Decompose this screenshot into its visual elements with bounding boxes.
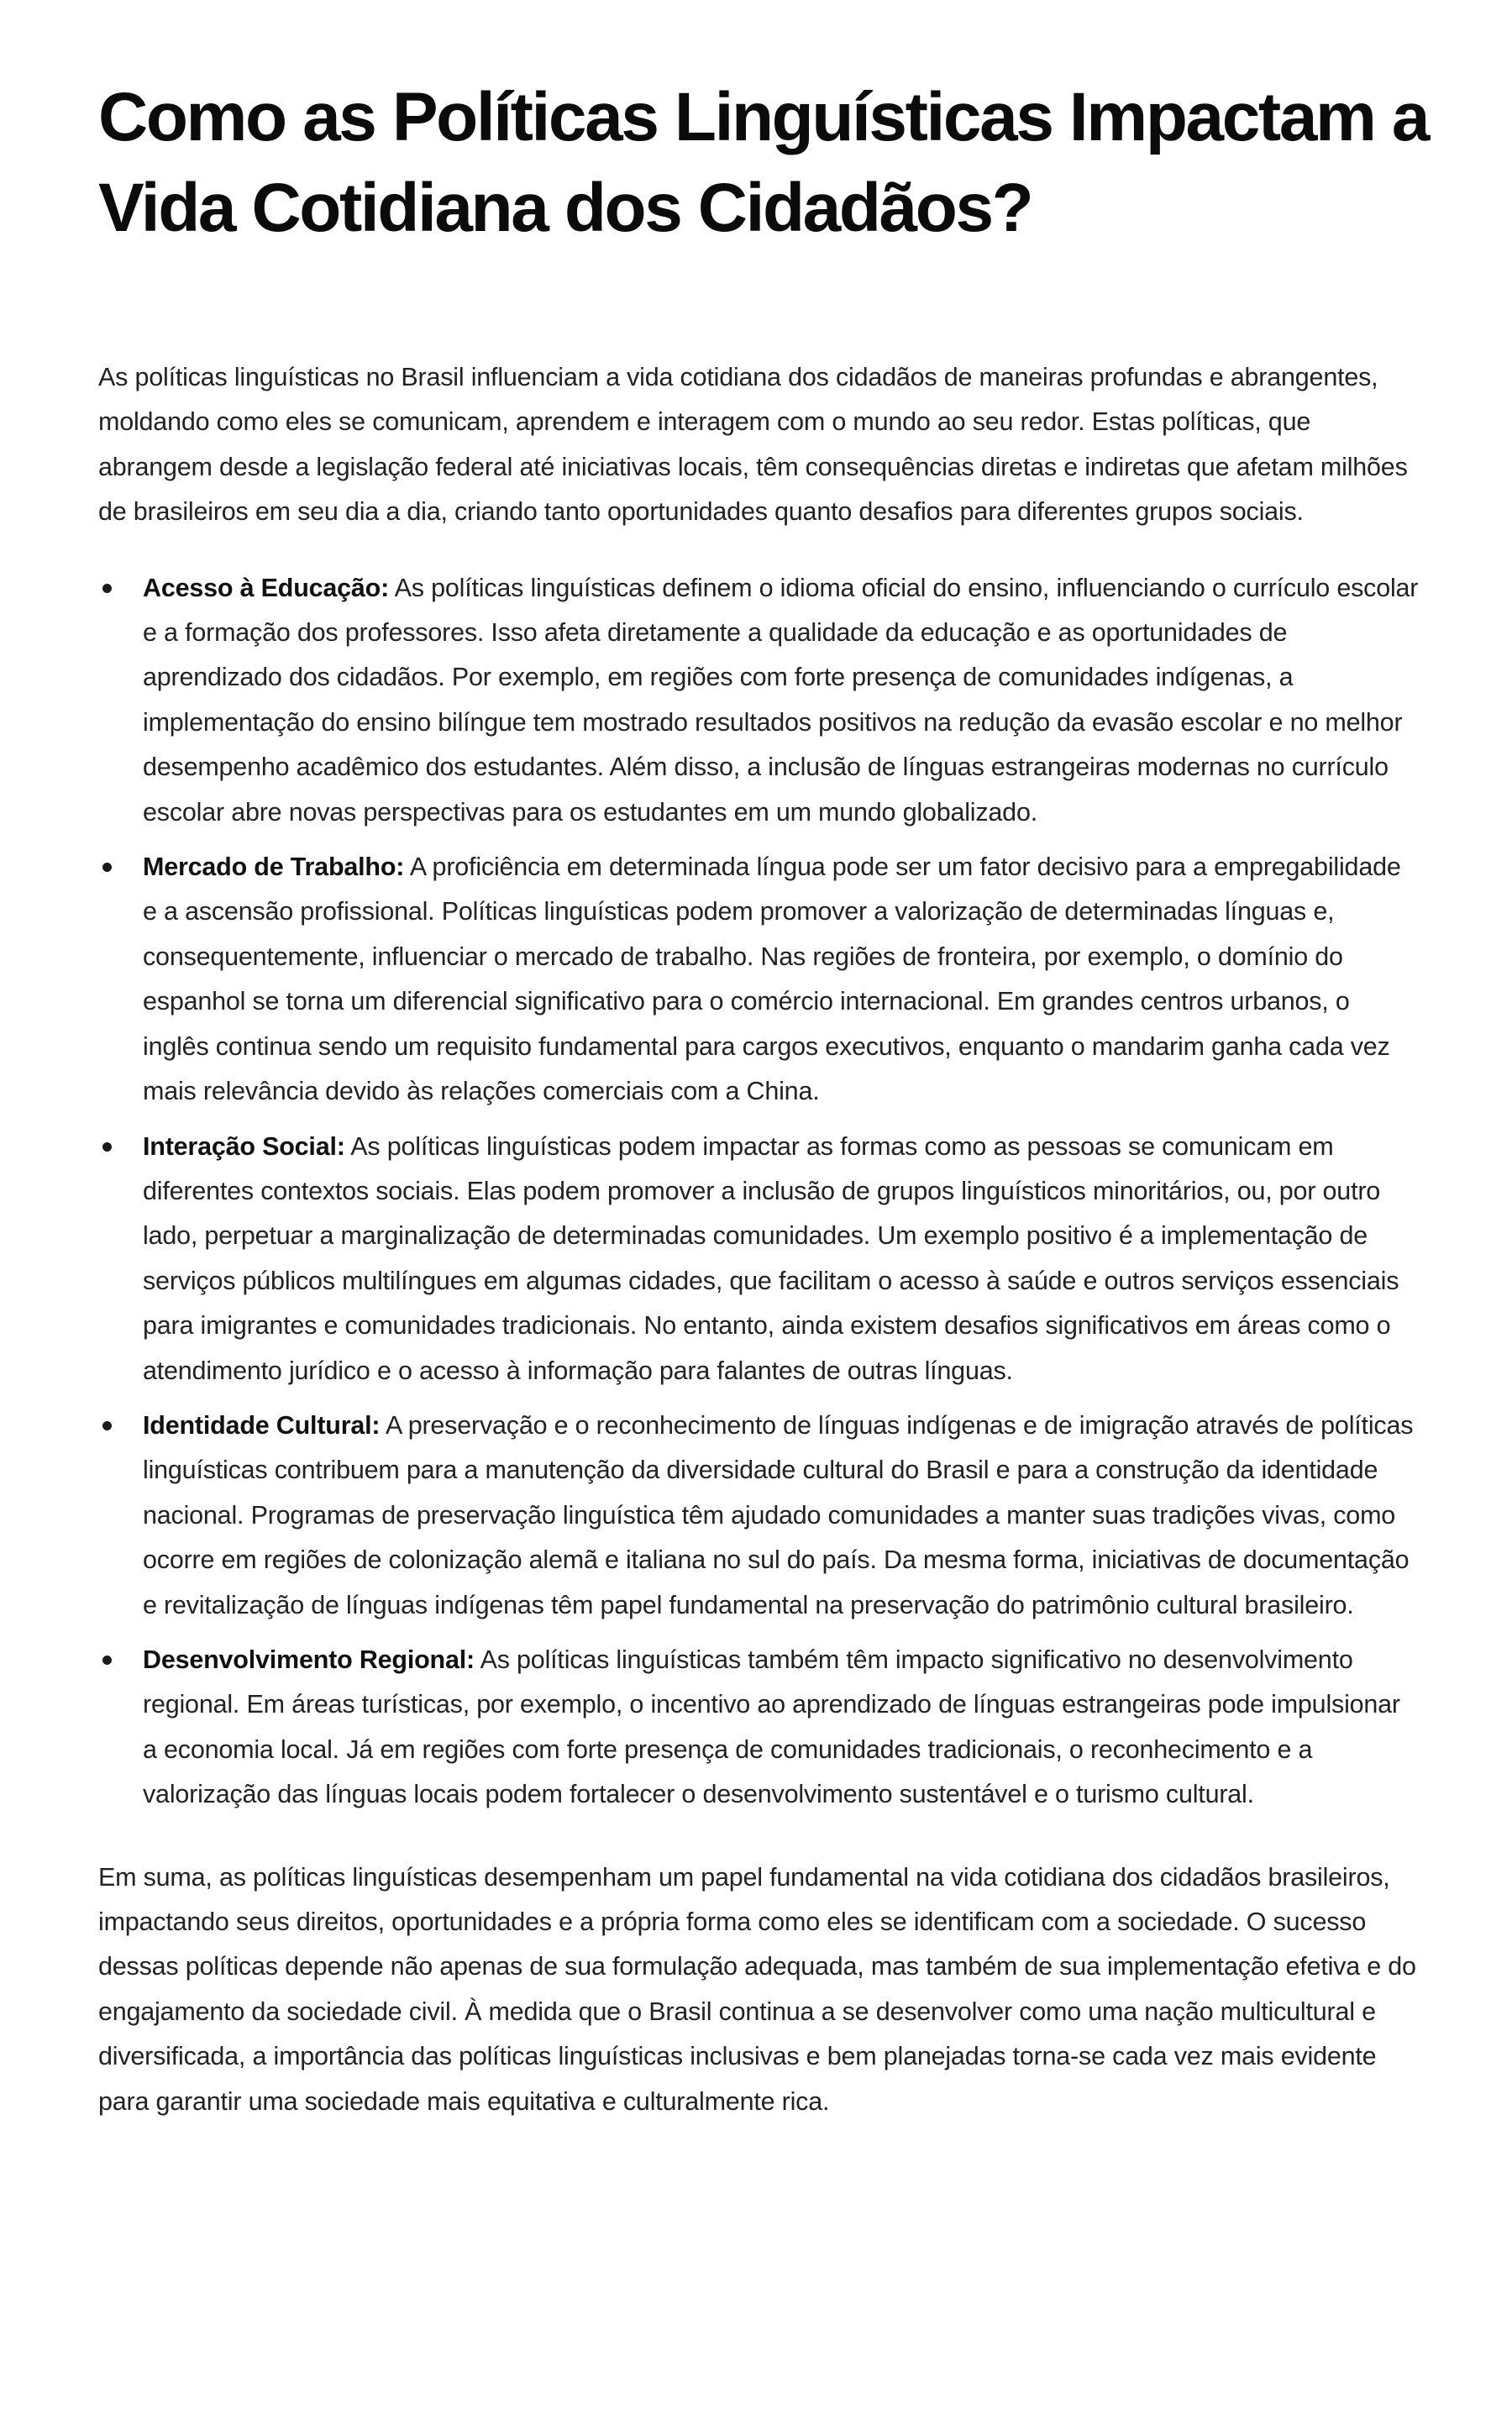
list-item-labor-market [98, 845, 1420, 1114]
item-text: A proficiência em determinada língua pode ser um fator decisivo para a empregabilidade e a ascensão profissional. Políticas linguísticas podem promover a valorização de determinadas línguas e, consequentemente, influenciar o mercado de trabalho. Nas regiões de fronteira, por exemplo, o domínio do espanhol se torna um diferencial significativo para o comércio internacional. Em grandes centros urbanos, o inglês continua sendo um requisito fundamental para cargos executivos, enquanto o mandarim ganha cada vez mais relevância devido às relações comerciais com a China. [143, 853, 1401, 1106]
list-item-education [98, 566, 1420, 835]
list-item-cultural-identity [98, 1404, 1420, 1628]
bullet-icon [102, 1421, 112, 1430]
list-item-social-interaction [98, 1125, 1420, 1393]
bullet-icon [102, 1656, 112, 1665]
bullet-icon [102, 863, 112, 872]
bullet-icon [102, 584, 112, 593]
conclusion-paragraph: Em suma, as políticas linguísticas desempenham um papel fundamental na vida cotidiana dos cidadãos brasileiros, impactando seus direitos, oportunidades e a própria forma como eles se identificam com a sociedade. O sucesso dessas políticas depende não apenas de sua formulação adequada, mas também de sua implementação efetiva e do engajamento da sociedade civil. À medida que o Brasil continua a se desenvolver como uma nação multicultural e diversificada, a importância das políticas linguísticas inclusivas e bem planejadas torna-se cada vez mais evidente para garantir uma sociedade mais equitativa e culturalmente rica. [98, 1862, 1416, 2116]
item-text: As políticas linguísticas também têm impacto significativo no desenvolvimento regional. Em áreas turísticas, por exemplo, o incentivo ao aprendizado de línguas estrangeiras pode impulsionar a economia local. Já em regiões com forte presença de comunidades tradicionais, o reconhecimento e a valorização das línguas locais podem fortalecer o desenvolvimento sustentável e o turismo cultural. [143, 1645, 1400, 1809]
item-term: Acesso à Educação: [143, 573, 390, 602]
item-term: Mercado de Trabalho: [143, 853, 405, 882]
intro-paragraph: As políticas linguísticas no Brasil influenciam a vida cotidiana dos cidadãos de maneiras profundas e abrangentes, moldando como eles se comunicam, aprendem e interagem com o mundo ao seu redor. Estas políticas, que abrangem desde a legislação federal até iniciativas locais, têm consequências diretas e indiretas que afetam milhões de brasileiros em seu dia a dia, criando tanto oportunidades quanto desafios para diferentes grupos sociais. [98, 363, 1408, 527]
item-term: Identidade Cultural: [143, 1410, 381, 1440]
bullet-icon [102, 1142, 112, 1152]
item-text: As políticas linguísticas definem o idioma oficial do ensino, influenciando o currículo escolar e a formação dos professores. Isso afeta diretamente a qualidade da educação e as oportunidades de aprendizado dos cidadãos. Por exemplo, em regiões com forte presença de comunidades indígenas, a implementação do ensino bilíngue tem mostrado resultados positivos na redução da evasão escolar e no melhor desempenho acadêmico dos estudantes. Além disso, a inclusão de línguas estrangeiras modernas no currículo escolar abre novas perspectivas para os estudantes em um mundo globalizado. [143, 573, 1419, 827]
page-title: Como as Políticas Linguísticas Impactam a Vida Cotidiana dos Cidadãos? [98, 79, 1429, 246]
item-term: Desenvolvimento Regional: [143, 1645, 475, 1674]
item-term: Interação Social: [143, 1131, 345, 1161]
item-text: As políticas linguísticas podem impactar as formas como as pessoas se comunicam em diferentes contextos sociais. Elas podem promover a inclusão de grupos linguísticos minoritários, ou, por outro lado, perpetuar a marginalização de determinadas comunidades. Um exemplo positivo é a implementação de serviços públicos multilíngues em algumas cidades, que facilitam o acesso à saúde e outros serviços essenciais para imigrantes e comunidades tradicionais. No entanto, ainda existem desafios significativos em áreas como o atendimento jurídico e o acesso à informação para falantes de outras línguas. [143, 1131, 1399, 1385]
item-text: A preservação e o reconhecimento de línguas indígenas e de imigração através de políticas linguísticas contribuem para a manutenção da diversidade cultural do Brasil e para a construção da identidade nacional. Programas de preservação linguística têm ajudado comunidades a manter suas tradições vivas, como ocorre em regiões de colonização alemã e italiana no sul do país. Da mesma forma, iniciativas de documentação e revitalização de línguas indígenas têm papel fundamental na preservação do patrimônio cultural brasileiro. [143, 1410, 1414, 1619]
list-item-regional-development [98, 1638, 1420, 1818]
topic-list [98, 566, 1420, 1818]
